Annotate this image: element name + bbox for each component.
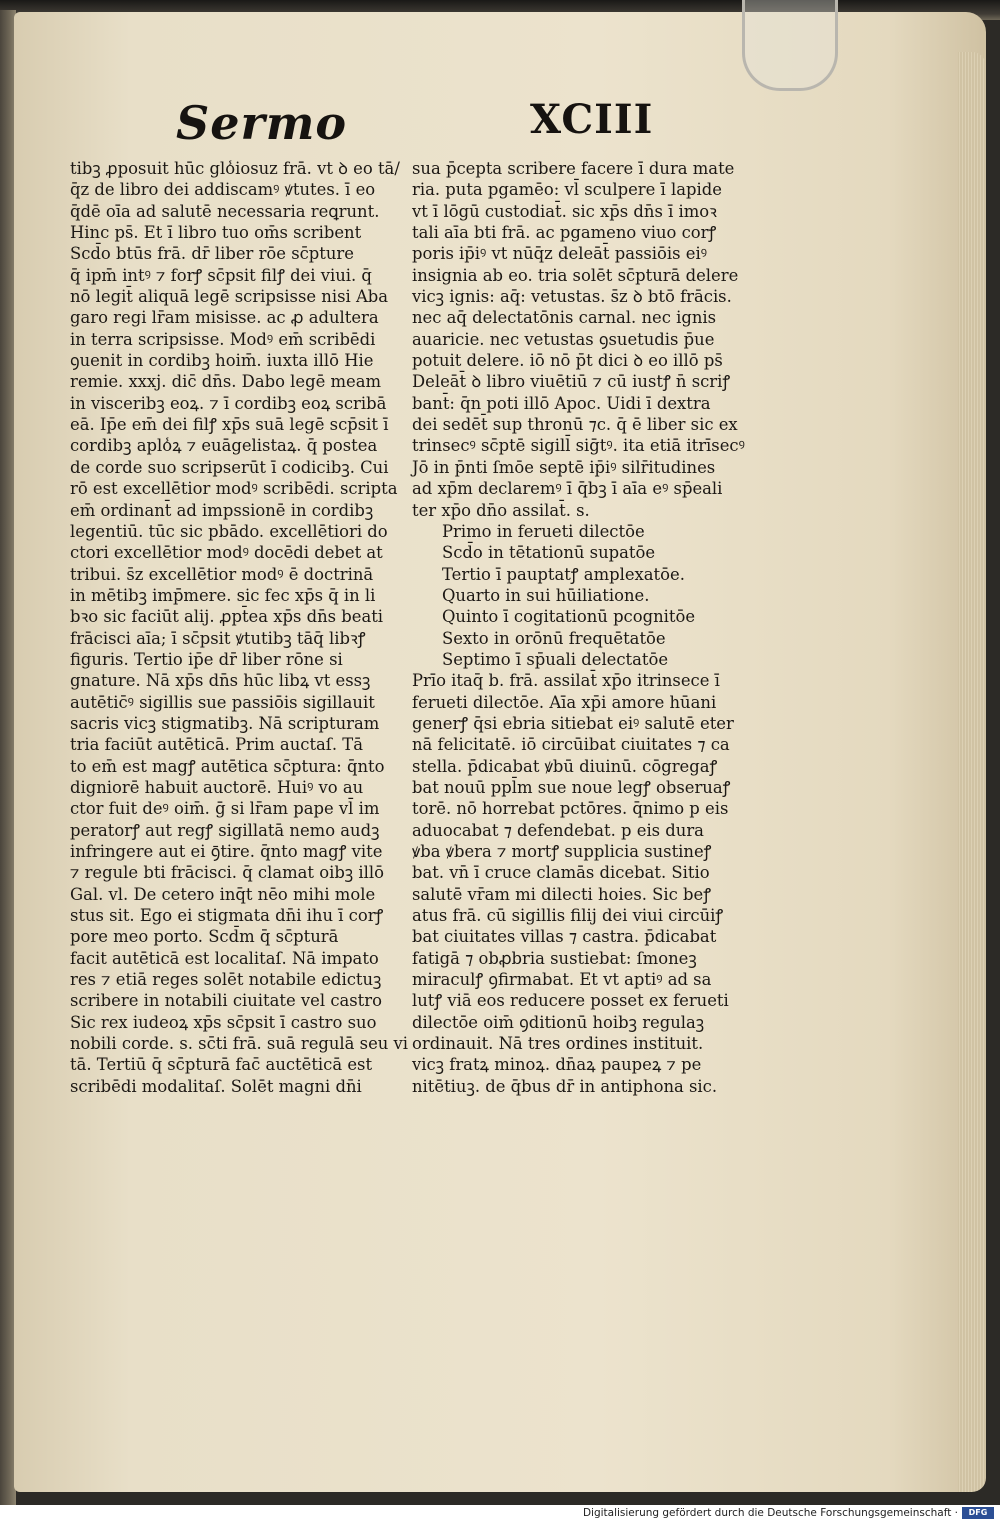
text-line: stus sit. Ego ei stigmata dn̄i ihu ī corꝭ [70, 906, 384, 926]
text-line: bat nouū ppl̄m sue noue legꝭ obseruaꝭ [412, 777, 731, 797]
text-line: ter xp̄o dn̄o assilat̄. s. [412, 500, 590, 520]
text-line: nec aq̄ delectatōnis carnal. nec ignis [412, 308, 717, 328]
text-line: Tertio ī pauptatꝭ amplexatōe. [442, 564, 685, 584]
text-line: in mētibꝫ imp̄mere. sic fec xp̄s q̄ in li [70, 585, 376, 605]
footer-credit: Digitalisierung gefördert durch die Deutsche Forschungsgemeinschaft · [582, 1507, 958, 1519]
text-line: Gal. vl. De cetero inq̄t nēo mihi mole [70, 884, 376, 904]
dfg-logo: DFG [962, 1507, 994, 1519]
text-line: res ⁊ etiā reges solēt notabile edictuꝫ [70, 970, 382, 990]
text-column-right [412, 158, 772, 1097]
text-line: ꝟba ꝟbera ⁊ mortꝭ supplicia sustineꝭ [412, 842, 712, 861]
text-line: tā. Tertiū q̄ sc̄pturā fac̄ auctēticā est [70, 1055, 373, 1075]
text-line: figuris. Tertio ip̄e dr̄ liber rōne si [70, 649, 343, 669]
text-line: Quarto in sui hūiliatione. [442, 585, 650, 605]
text-line: ctor fuit deꝰ oim̄. ḡ si lr̄am pape vl̄ im [70, 799, 380, 819]
text-line: scribēdi modalitaſ. Solēt magni dn̄i [70, 1076, 362, 1096]
text-line: in terra scripsisse. Modꝰ em̄ scribēdi [70, 329, 376, 349]
text-line: q̄dē oīa ad salutē necessaria reꝗrunt. [70, 201, 380, 221]
text-line: vt ī lōgū custodiat̄. sic xp̄s dn̄s ī imoꝛ [412, 201, 717, 221]
text-line: potuit delere. iō nō p̄t dici ꝺ eo illō ps̄ [412, 351, 723, 371]
page-clip [742, 0, 838, 91]
text-line: scribere in notabili ciuitate vel castro [70, 991, 382, 1011]
text-line: facit autēticā est localitaſ. Nā impato [70, 948, 379, 968]
text-line: q̄z de libro dei addiscamꝰ ꝟtutes. ī eo [70, 180, 376, 200]
text-line: Jō in p̄nti ſmōe septē ip̄iꝰ silr̄itudines [412, 457, 716, 477]
text-line: Sexto in orōnū frequētatōe [442, 628, 666, 648]
text-line: Septimo ī sp̄uali delectatōe [442, 649, 669, 669]
text-line: stella. p̄dicabat ꝟbū diuinū. cōgregaꝭ [412, 756, 718, 776]
text-line: ad xp̄m declaremꝰ ī q̄bꝫ ī aīa eꝰ sp̄eali [412, 479, 723, 499]
text-line: garo regi lr̄am misisse. ac ꝓ adultera [70, 308, 379, 328]
text-line: Quinto ī cogitationū pcognitōe [442, 607, 696, 627]
text-line: digniorē habuit auctorē. Huiꝰ vo au [70, 777, 364, 797]
text-line: gnature. Nā xp̄s dn̄s hūc libꝝ vt essꝫ [70, 671, 371, 691]
text-line: aduocabat ⁊ defendebat. p eis dura [412, 820, 704, 840]
text-line: autētic̄ꝰ sigillis sue passiōis sigillauit [70, 692, 375, 712]
text-line: tibꝫ ꝓposuit hūc glo̾iosuz frā. vt ꝺ eo tā/ [70, 159, 400, 178]
text-line: generꝭ q̄si ebria sitiebat eiꝰ salutē eter [412, 713, 734, 733]
text-line: trinsecꝰ sc̄ptē sigill̄ siḡtꝰ. ita etiā itrīsecꝰ [412, 436, 745, 456]
text-line: tali aīa bti frā. ac pgameno viuo corꝭ [412, 223, 717, 243]
text-line: q̄ ipm̄ intꝰ ⁊ forꝭ sc̄psit filꝭ dei viui. q̄ [70, 265, 372, 285]
text-line: Primo in ferueti dilectōe [442, 521, 645, 541]
text-line: insignia ab eo. tria solēt sc̄pturā delere [412, 265, 739, 285]
text-line: nō legit̄ aliquā legē scripsisse nisi Aba [70, 287, 389, 307]
text-line: poris ip̄iꝰ vt nūq̄z deleāt̄ passiōis eiꝰ [412, 244, 707, 264]
running-head-folio: XCIII [530, 96, 654, 143]
text-line: em̄ ordinant̄ ad impssionē in cordibꝫ [70, 500, 374, 520]
text-line: ꝯuenit in cordibꝫ hoim̄. iuxta illō Hie [70, 351, 374, 371]
text-line: bant̄: q̄n poti illō Apoc. Uidi ī dextra [412, 393, 711, 413]
text-line: bat ciuitates villas ⁊ castra. p̄dicabat [412, 927, 717, 947]
text-line: de corde suo scripserūt ī codicibꝫ. Cui [70, 457, 389, 477]
text-line: eā. Ip̄e em̄ dei filꝭ xp̄s suā legē scp̄sit ī [70, 415, 389, 435]
running-head-left: Sermo [176, 96, 348, 150]
text-line: tria faciūt autēticā. Prim auctaſ. Tā [70, 735, 363, 755]
text-line: cordibꝫ aplo̾ꝝ ⁊ euāgelistaꝝ. q̄ postea [70, 436, 378, 456]
text-line: infringere aut ei ꝯ̄tire. q̄nto magꝭ vite [70, 842, 383, 861]
text-line: pore meo porto. Scd̄m q̄ sc̄pturā [70, 927, 339, 947]
text-line: peratorꝭ aut regꝭ sigillatā nemo audꝫ [70, 820, 380, 840]
text-line: dilectōe oim̄ ꝯditionū hoibꝫ regulaꝫ [412, 1012, 705, 1032]
text-line: ctori excellētior modꝰ docēdi debet at [70, 543, 383, 563]
text-line: nitētiuꝫ. de q̄bus dr̄ in antiphona sic. [412, 1076, 718, 1096]
text-line: salutē vr̄am mi dilecti hoies. Sic beꝭ [412, 884, 712, 904]
text-line: lutꝭ viā eos reducere posset ex ferueti [412, 991, 729, 1011]
text-column-left [70, 158, 410, 1097]
text-line: nobili corde. s. sc̄ti frā. suā regulā seu vi [70, 1034, 409, 1054]
text-line: bꝛo sic faciūt alij. ꝓpt̄ea xp̄s dn̄s beati [70, 607, 384, 627]
footer-bar [0, 1505, 1000, 1522]
text-line: miraculꝭ ꝯfirmabat. Et vt aptiꝰ ad sa [412, 970, 712, 990]
text-line: Sic rex iudeoꝝ xp̄s sc̄psit ī castro suo [70, 1012, 377, 1032]
text-line: sua p̄cepta scribere facere ī dura mate [412, 159, 735, 178]
text-line: in visceribꝫ eoꝝ. ⁊ ī cordibꝫ eoꝝ scribā [70, 393, 387, 413]
text-line: frācisci aīa; ī sc̄psit ꝟtutibꝫ tāq̄ libꝛꝭ [70, 628, 366, 648]
text-line: Scd̄o btūs frā. dr̄ liber rōe sc̄pture [70, 244, 354, 264]
text-line: fatigā ⁊ obꝓbria sustiebat: ſmoneꝫ [412, 948, 697, 968]
text-line: sacris vicꝫ stigmatibꝫ. Nā scripturam [70, 713, 380, 733]
text-line: remie. xxxj. dic̄ dn̄s. Dabo legē meam [70, 372, 382, 392]
text-line: atus frā. cū sigillis filij dei viui circūiꝭ [412, 906, 724, 926]
text-line: tribui. s̄z excellētior modꝰ ē doctrinā [70, 564, 374, 584]
text-line: Scd̄o in tētationū supatōe [442, 543, 656, 563]
text-line: dei sedēt̄ sup thronū ⁊c. q̄ ē liber sic ex [412, 415, 738, 435]
text-line: ferueti dilectōe. Aīa xp̄i amore hūani [412, 692, 717, 712]
text-line: Prīo itaq̄ b. frā. assilat̄ xp̄o itrinsece ī [412, 671, 720, 691]
text-line: ria. puta pgamēo: vl̄ sculpere ī lapide [412, 180, 722, 200]
text-line: Deleāt̄ ꝺ libro viuētiū ⁊ cū iustꝭ n̄ scriꝭ [412, 372, 731, 392]
text-line: ⁊ regule bti frācisci. q̄ clamat oibꝫ illō [70, 863, 384, 883]
text-line: bat. vn̄ ī cruce clamās dicebat. Sitio [412, 863, 710, 883]
text-line: Hinc ps̄. Et ī libro tuo om̄s scribent [70, 223, 362, 243]
text-line: vicꝫ fratꝝ minoꝝ. dn̄aꝝ paupeꝝ ⁊ pe [412, 1055, 702, 1075]
text-line: auaricie. nec vetustas ꝯsuetudis p̄ue [412, 329, 715, 349]
text-line: vicꝫ ignis: aq̄: vetustas. s̄z ꝺ btō frācis. [412, 287, 732, 307]
text-line: nā felicitatē. iō circūibat ciuitates ⁊ ca [412, 735, 730, 755]
text-line: ordinauit. Nā tres ordines instituit. [412, 1034, 704, 1054]
text-line: torē. nō horrebat pctōres. q̄nimo p eis [412, 799, 729, 819]
text-line: to em̄ est magꝭ autētica sc̄ptura: q̄nto [70, 756, 385, 776]
page-fore-edge [958, 52, 986, 1492]
text-line: rō est excellētior modꝰ scribēdi. scripta [70, 479, 398, 499]
text-line: legentiū. tūc sic pbādo. excellētiori do [70, 521, 388, 541]
